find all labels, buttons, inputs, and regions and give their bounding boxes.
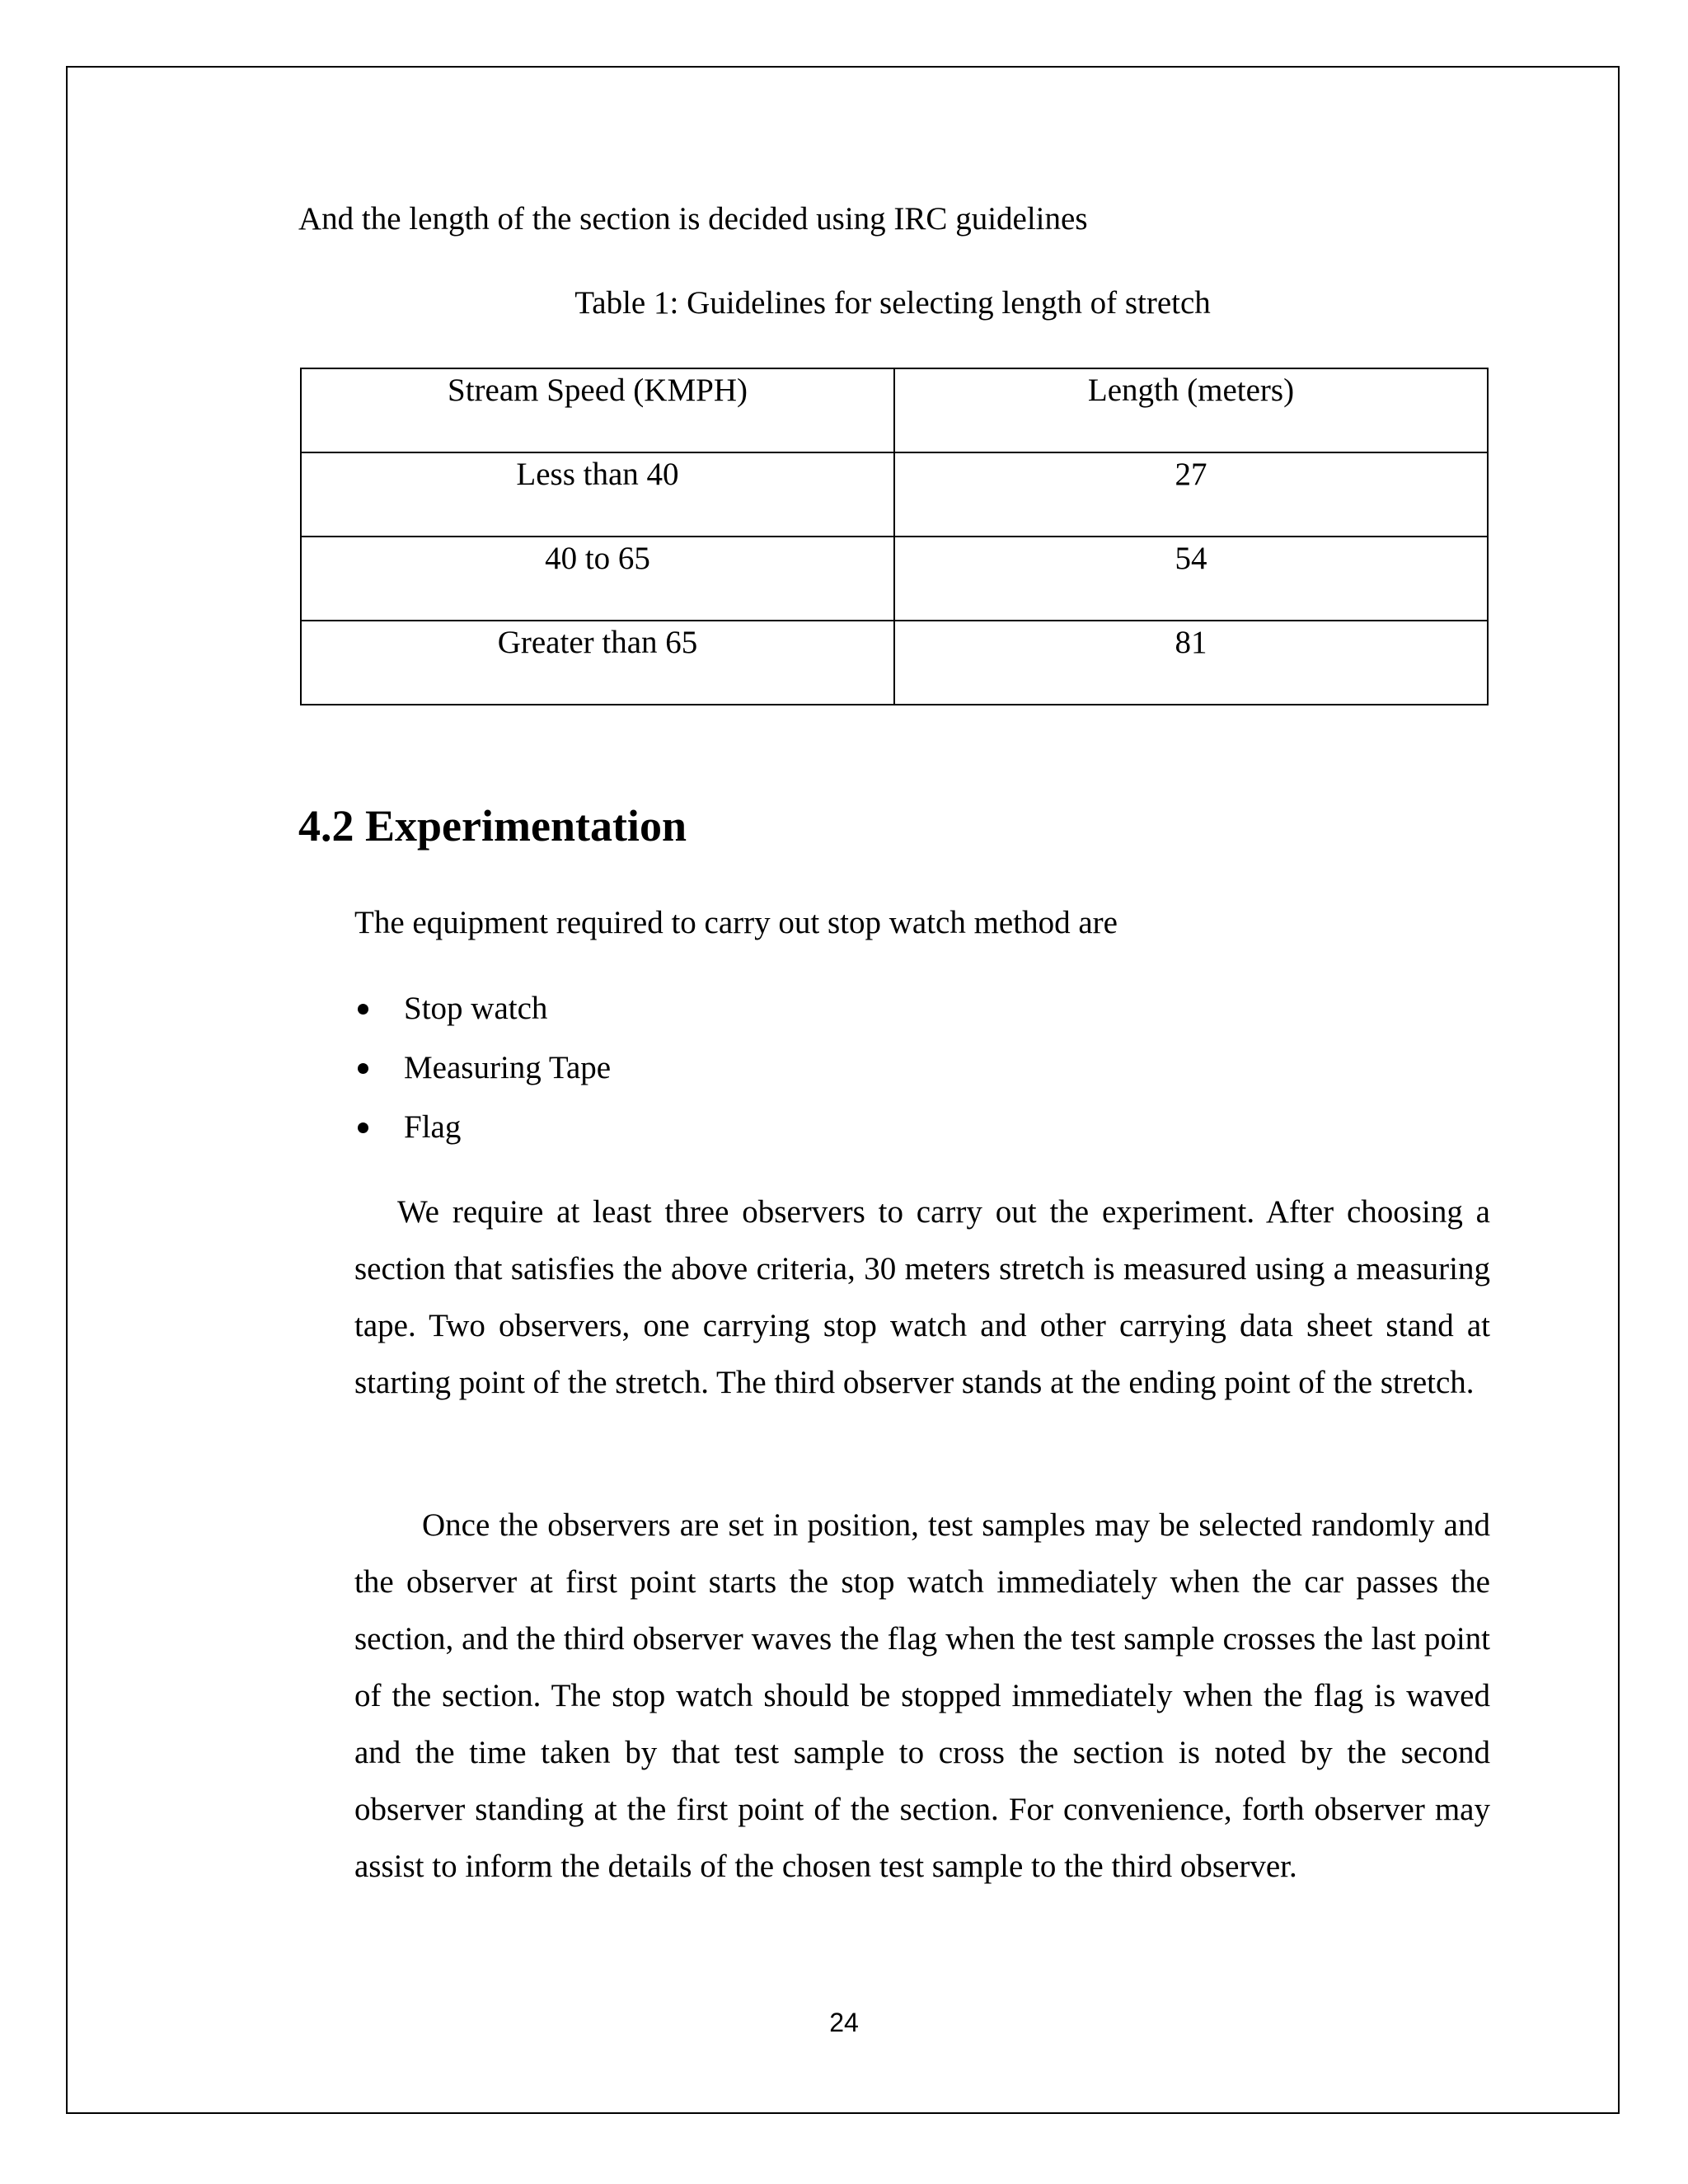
table-cell: Less than 40 bbox=[301, 452, 894, 537]
table-cell: Greater than 65 bbox=[301, 621, 894, 705]
table-row bbox=[301, 452, 1488, 537]
table-row bbox=[301, 621, 1488, 705]
table-caption: Table 1: Guidelines for selecting length of stretch bbox=[574, 285, 1211, 321]
paragraph-observers: We require at least three observers to carry out the experiment. After choosing a section that satisfies the above criteria, 30 meters stretch is measured using a measuring tape. Two observers, one carrying stop watch and other carrying data sheet stand at starting point of the stretch. The third observer stands at the ending point of the stretch. bbox=[354, 1194, 1490, 1400]
equipment-intro: The equipment required to carry out stop watch method are bbox=[354, 905, 1118, 940]
list-item-label: Measuring Tape bbox=[404, 1050, 612, 1085]
list-item bbox=[354, 1045, 611, 1104]
table-cell: 81 bbox=[894, 621, 1488, 705]
table-header-cell: Length (meters) bbox=[894, 368, 1488, 452]
table-row bbox=[301, 537, 1488, 621]
list-item bbox=[354, 1104, 611, 1164]
section-heading: 4.2 Experimentation bbox=[298, 801, 687, 851]
guidelines-table bbox=[300, 368, 1489, 705]
table-cell: 40 to 65 bbox=[301, 537, 894, 621]
list-item-label: Flag bbox=[404, 1109, 462, 1145]
table-cell: 54 bbox=[894, 537, 1488, 621]
page-number: 24 bbox=[829, 2008, 859, 2037]
bullet-icon bbox=[358, 1004, 368, 1015]
intro-text: And the length of the section is decided using IRC guidelines bbox=[298, 201, 1088, 237]
table-header-cell: Stream Speed (KMPH) bbox=[301, 368, 894, 452]
bullet-icon bbox=[358, 1122, 368, 1133]
list-item-label: Stop watch bbox=[404, 991, 548, 1026]
table-cell: 27 bbox=[894, 452, 1488, 537]
table-header-row bbox=[301, 368, 1488, 452]
equipment-list bbox=[354, 986, 611, 1164]
list-item bbox=[354, 986, 611, 1045]
bullet-icon bbox=[358, 1063, 368, 1074]
paragraph-procedure: Once the observers are set in position, test samples may be selected randomly and the observer at first point starts the stop watch immediately when the car passes the section, and the third observer waves the flag when the test sample crosses the last point of the section. The stop watch should be stopped immediately when the flag is waved and the time taken by that test sample to cross the section is noted by the second observer standing at the first point of the section. For convenience, forth observer may assist to inform the details of the chosen test sample to the third observer. bbox=[354, 1507, 1490, 1884]
